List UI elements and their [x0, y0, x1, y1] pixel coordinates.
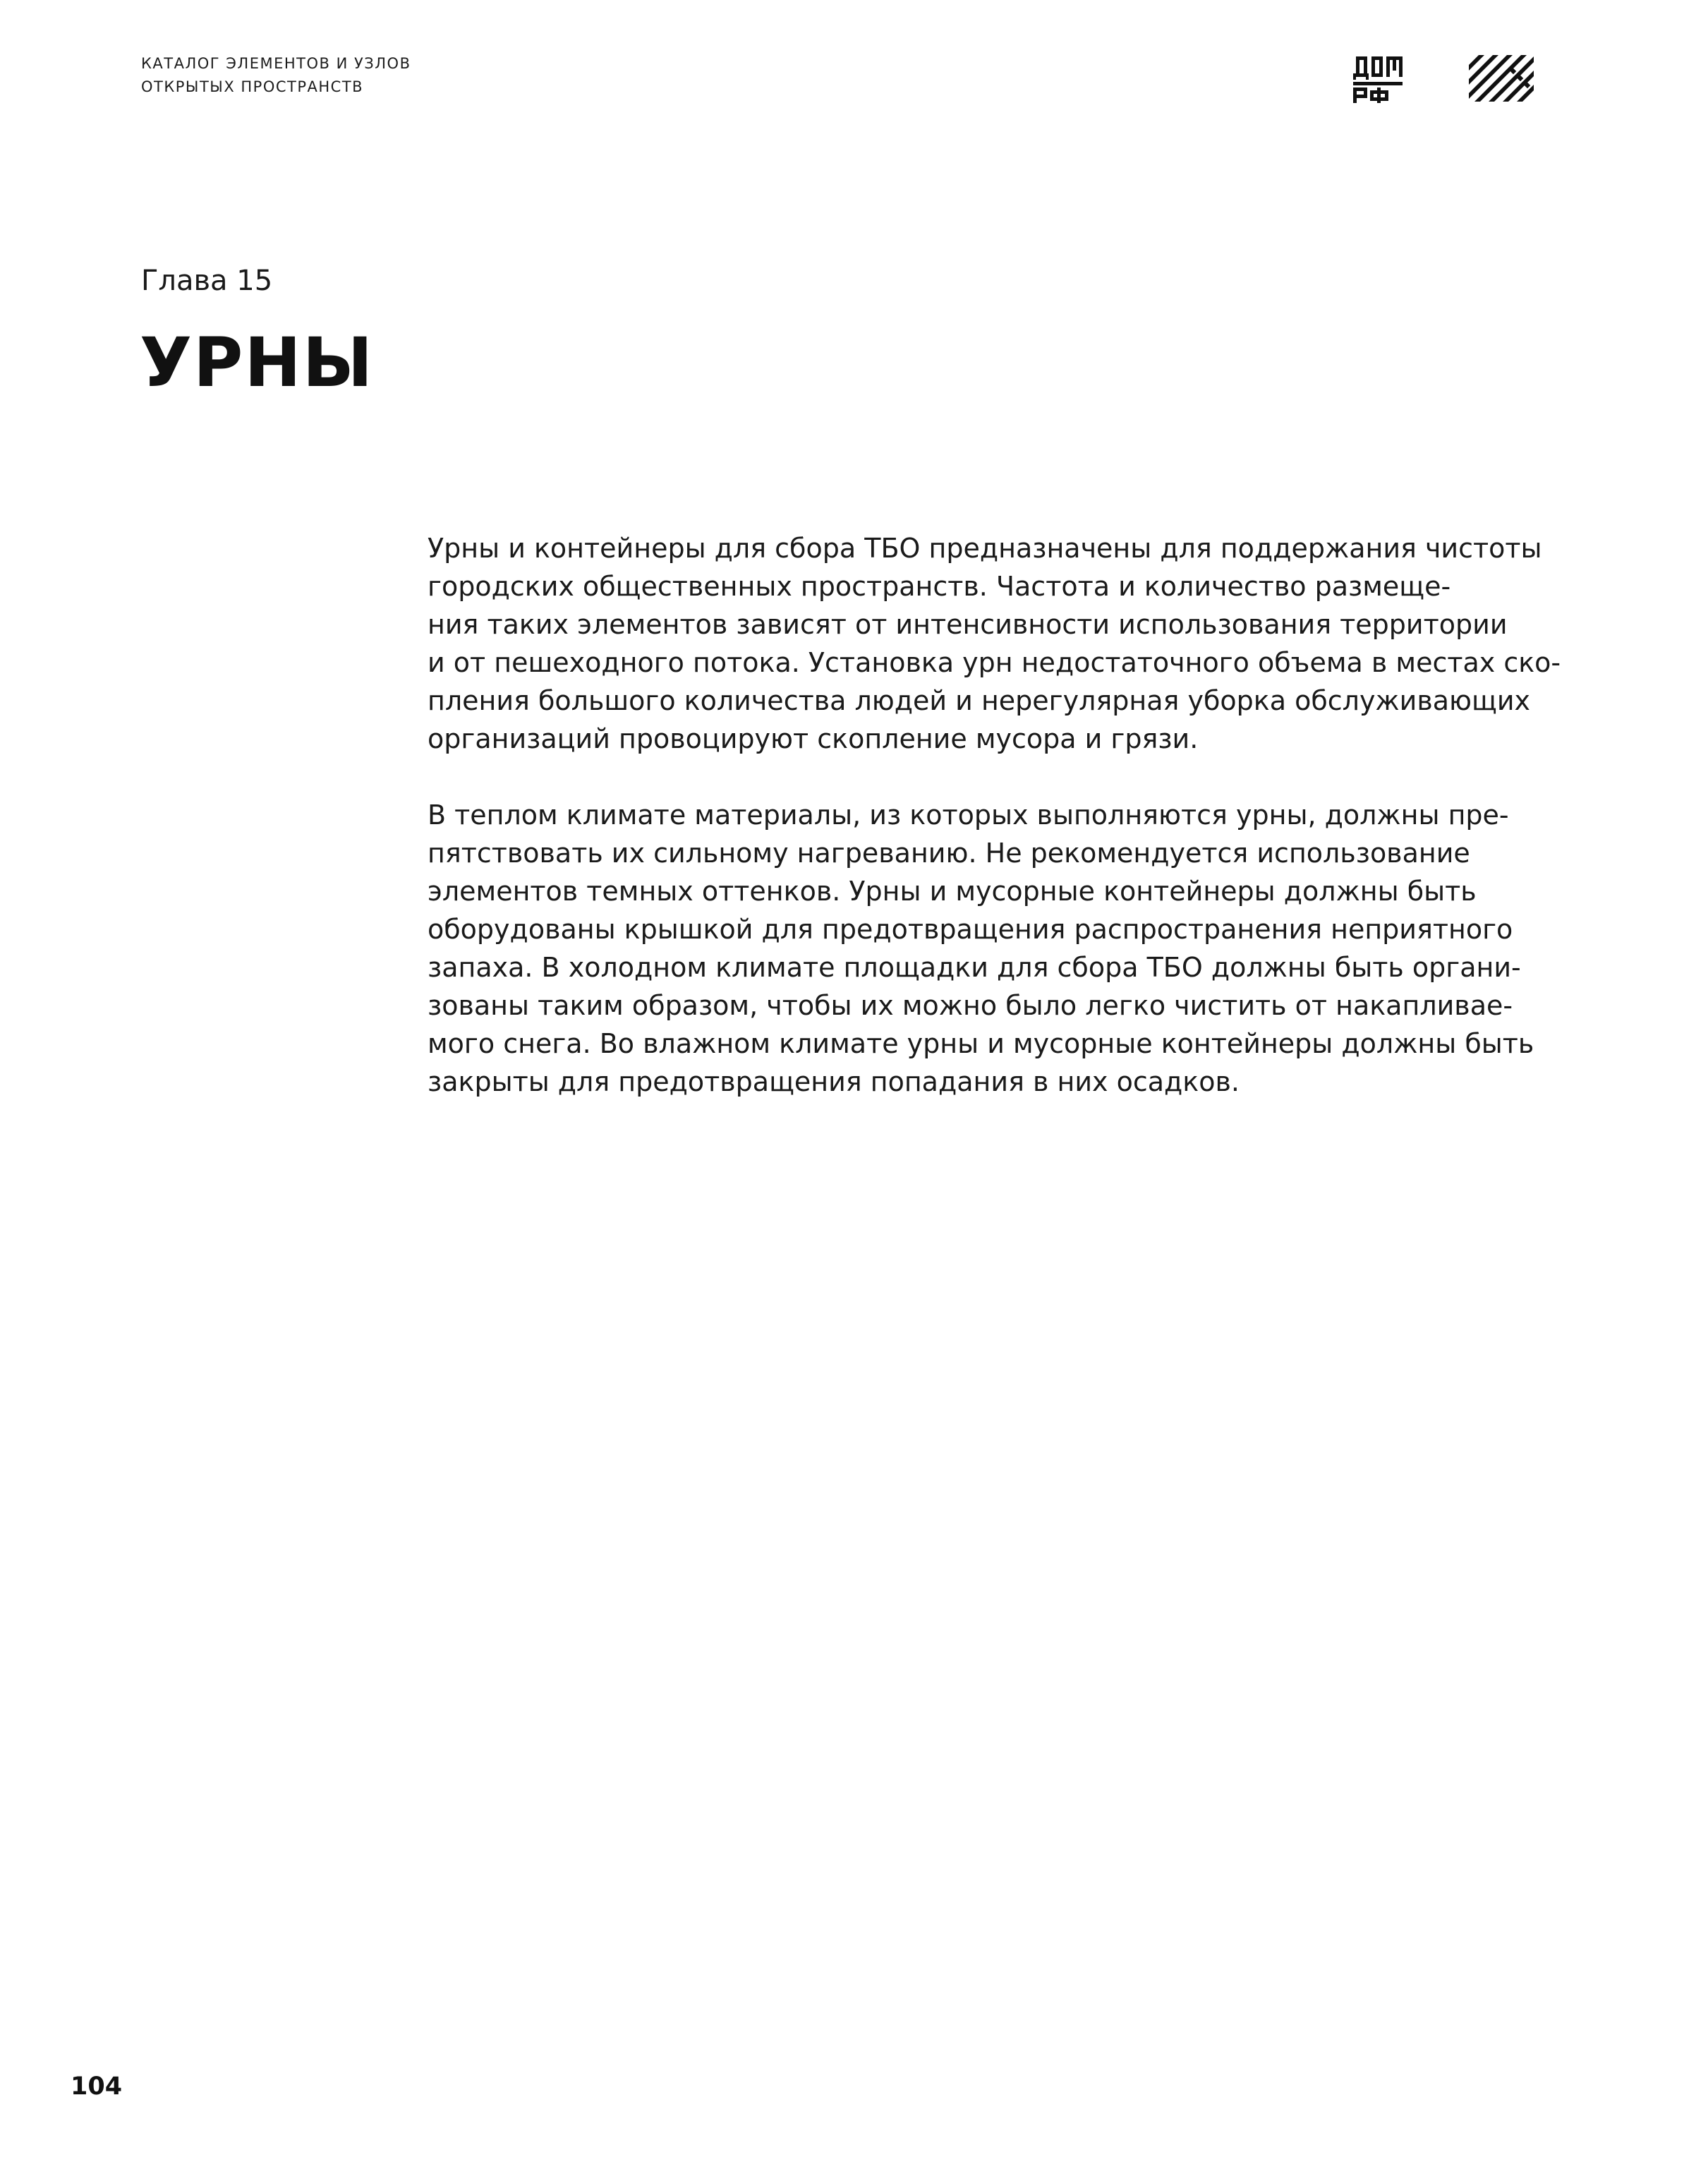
paragraph-2	[428, 796, 1542, 1101]
text-line: ния таких элементов зависят от интенсивности использования территории	[428, 609, 1508, 640]
dom-rf-logo-icon	[1353, 55, 1403, 103]
text-line: и от пешеходного потока. Установка урн недостаточного объема в местах ско-	[428, 647, 1561, 678]
text-line: В теплом климате материалы, из которых выполняются урны, должны пре-	[428, 799, 1509, 831]
text-line: пления большого количества людей и нерегулярная уборка обслуживающих	[428, 685, 1531, 716]
text-line: оборудованы крышкой для предотвращения распространения неприятного	[428, 914, 1513, 945]
text-line: мого снега. Во влажном климате урны и мусорные контейнеры должны быть	[428, 1028, 1534, 1059]
text-line: элементов темных оттенков. Урны и мусорные контейнеры должны быть	[428, 876, 1477, 907]
chapter-title: УРНЫ	[140, 323, 375, 402]
chapter-label: Глава 15	[141, 265, 273, 297]
paragraph-1	[428, 529, 1561, 758]
diagonal-pattern-logo-icon	[1469, 55, 1534, 102]
body-text	[428, 529, 1561, 1101]
text-line: закрыты для предотвращения попадания в них осадков.	[428, 1066, 1240, 1097]
text-line: организаций провоцируют скопление мусора и грязи.	[428, 723, 1199, 754]
text-line: зованы таким образом, чтобы их можно было легко чистить от накапливае-	[428, 990, 1513, 1021]
running-header	[141, 52, 411, 99]
text-line: городских общественных пространств. Частота и количество размеще-	[428, 571, 1451, 602]
page-number: 104	[71, 2072, 123, 2101]
running-header-line-2: ОТКРЫТЫХ ПРОСТРАНСТВ	[141, 78, 364, 95]
text-line: запаха. В холодном климате площадки для сбора ТБО должны быть органи-	[428, 952, 1521, 983]
running-header-line-1: КАТАЛОГ ЭЛЕМЕНТОВ И УЗЛОВ	[141, 55, 411, 72]
text-line: пятствовать их сильному нагреванию. Не рекомендуется использование	[428, 838, 1470, 869]
text-line: Урны и контейнеры для сбора ТБО предназначены для поддержания чистоты	[428, 533, 1542, 564]
